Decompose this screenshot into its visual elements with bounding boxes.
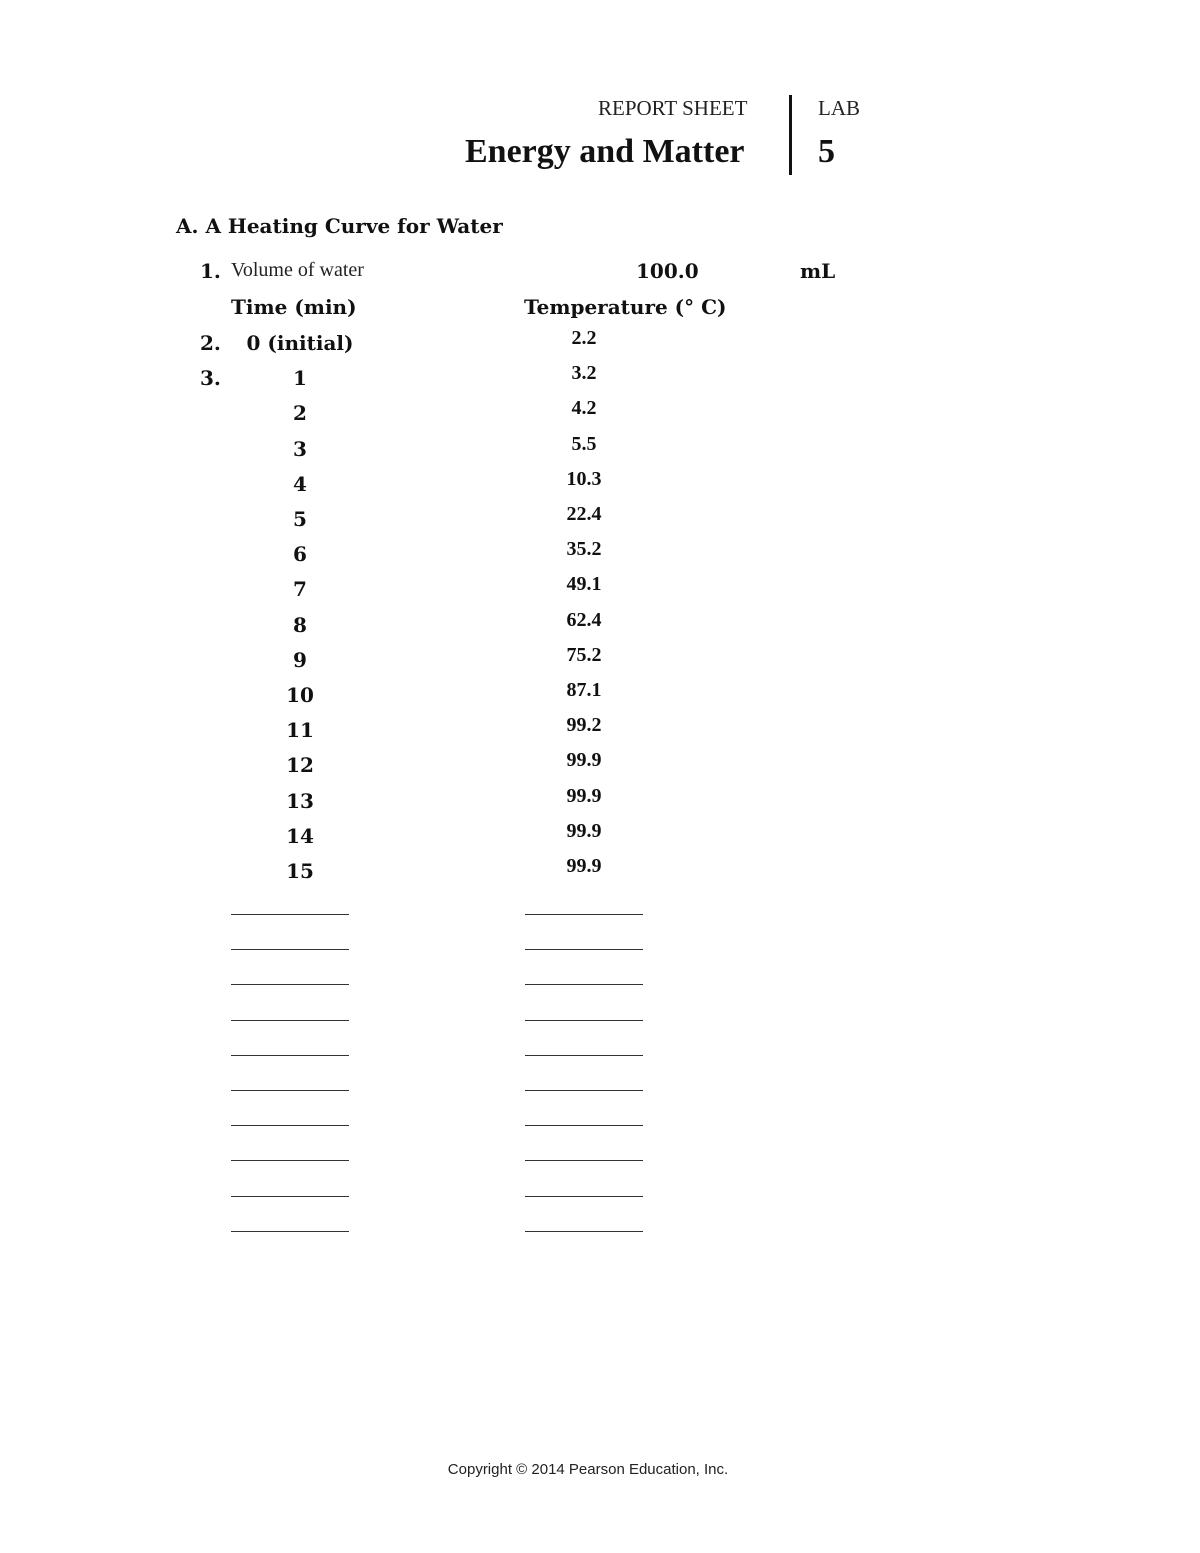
blank-time-line <box>231 914 349 915</box>
blank-time-line <box>231 1160 349 1161</box>
blank-time-line <box>231 1231 349 1232</box>
blank-temperature-line <box>525 1055 643 1056</box>
lab-label: LAB <box>818 96 860 120</box>
section-heading: A. A Heating Curve for Water <box>176 214 503 238</box>
time-column-header: Time (min) <box>231 295 357 319</box>
blank-temperature-line <box>525 949 643 950</box>
temperature-value: 62.4 <box>566 609 602 631</box>
table-row <box>0 714 1200 753</box>
blank-temperature-line <box>525 1090 643 1091</box>
blank-temperature-line <box>525 914 643 915</box>
time-value: 2 <box>293 401 307 425</box>
time-value: 15 <box>286 859 314 883</box>
blank-temperature-line <box>525 1160 643 1161</box>
table-row <box>0 855 1200 894</box>
time-value: 8 <box>293 613 307 637</box>
temperature-value: 87.1 <box>566 679 602 701</box>
temperature-value: 5.5 <box>571 433 597 455</box>
time-value: 5 <box>293 507 307 531</box>
time-value: 11 <box>286 718 314 742</box>
time-value: 10 <box>286 683 314 707</box>
copyright-footer: Copyright © 2014 Pearson Education, Inc. <box>447 1461 729 1478</box>
temperature-value: 3.2 <box>571 362 597 384</box>
time-value: 4 <box>293 472 307 496</box>
table-row <box>0 785 1200 824</box>
temperature-value: 49.1 <box>566 573 602 595</box>
time-value: 14 <box>286 824 314 848</box>
temperature-column-header: Temperature (° C) <box>524 295 727 319</box>
question-number: 2. <box>200 331 221 355</box>
temperature-value: 75.2 <box>566 644 602 666</box>
lab-number: 5 <box>818 133 835 170</box>
blank-temperature-line <box>525 1020 643 1021</box>
table-row <box>0 327 1200 366</box>
blank-time-line <box>231 949 349 950</box>
blank-temperature-line <box>525 1196 643 1197</box>
time-value: 6 <box>293 542 307 566</box>
temperature-value: 99.9 <box>566 855 602 877</box>
volume-label: Volume of water <box>231 259 364 281</box>
temperature-value: 22.4 <box>566 503 602 525</box>
temperature-value: 99.9 <box>566 785 602 807</box>
table-row <box>0 397 1200 436</box>
table-row <box>0 820 1200 859</box>
temperature-value: 99.9 <box>566 820 602 842</box>
page-title: Energy and Matter <box>465 133 745 170</box>
report-sheet-label: REPORT SHEET <box>598 96 748 120</box>
table-row <box>0 573 1200 612</box>
time-value: 9 <box>293 648 307 672</box>
temperature-value: 99.9 <box>566 749 602 771</box>
table-row <box>0 362 1200 401</box>
temperature-value: 4.2 <box>571 397 597 419</box>
time-value: 3 <box>293 437 307 461</box>
table-row <box>0 433 1200 472</box>
table-row <box>0 503 1200 542</box>
time-value: 12 <box>286 753 314 777</box>
temperature-value: 10.3 <box>566 468 602 490</box>
temperature-value: 99.2 <box>566 714 602 736</box>
table-row <box>0 468 1200 507</box>
blank-temperature-line <box>525 1125 643 1126</box>
table-row <box>0 644 1200 683</box>
blank-time-line <box>231 1020 349 1021</box>
time-value: 7 <box>293 577 307 601</box>
blank-time-line <box>231 984 349 985</box>
header-divider <box>789 95 792 175</box>
volume-unit: mL <box>800 259 836 283</box>
time-value: 13 <box>286 789 314 813</box>
blank-temperature-line <box>525 984 643 985</box>
volume-value: 100.0 <box>636 259 699 283</box>
temperature-value: 35.2 <box>566 538 602 560</box>
table-row <box>0 749 1200 788</box>
time-value: 0 (initial) <box>246 331 354 355</box>
blank-time-line <box>231 1125 349 1126</box>
blank-time-line <box>231 1196 349 1197</box>
question-1-number: 1. <box>200 259 221 283</box>
blank-temperature-line <box>525 1231 643 1232</box>
table-row <box>0 609 1200 648</box>
table-row <box>0 679 1200 718</box>
blank-time-line <box>231 1090 349 1091</box>
table-row <box>0 538 1200 577</box>
time-value: 1 <box>293 366 307 390</box>
question-number: 3. <box>200 366 221 390</box>
blank-time-line <box>231 1055 349 1056</box>
temperature-value: 2.2 <box>571 327 597 349</box>
